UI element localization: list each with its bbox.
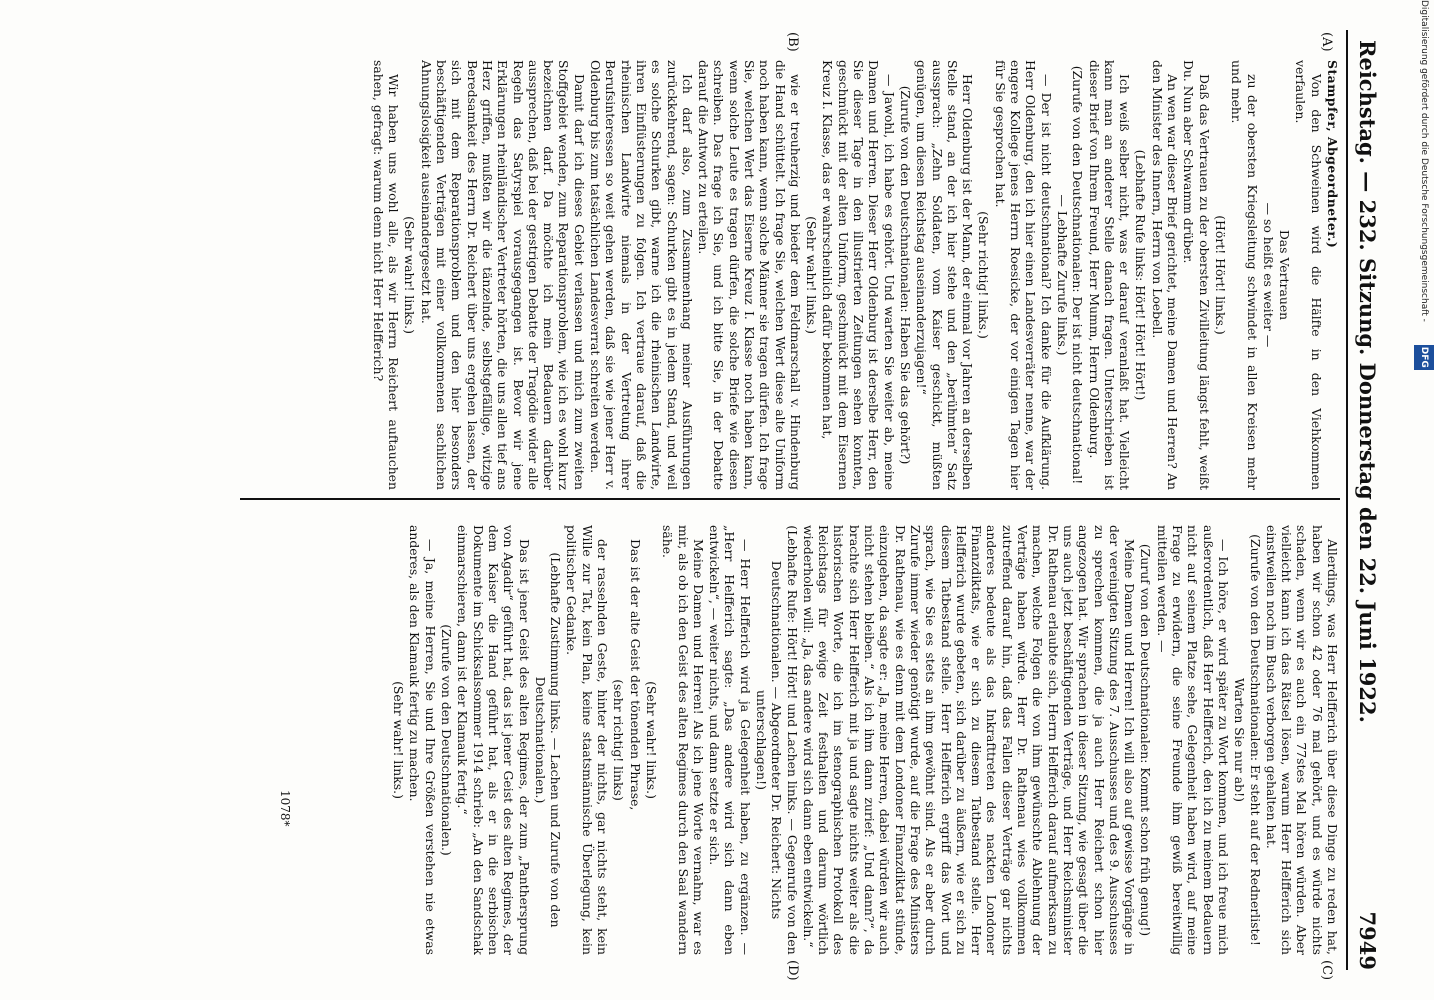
paragraph: Damit darf ich dieses Gebiet verlassen und mich zum zweiten Stoffgebiet wenden, zum Reparationsproblem, wie ich es wohl kurz bezeichnen darf. Da möchte ich mein Bedauern darüber aussprechen, daß bei der gestrigen Debatte der Tragödie wider alle Regeln das Satyrspiel vorausgegangen ist. Bevor wir jene Erklärungen rheinländischer Vertreter hörten, die uns allen tief ans Herz griffen, mußten wir die tänzelnde, selbstgefällige, witzige Beredsamkeit des Herrn Dr. Reichert über uns ergehen lassen, der sich mit dem Reparationsproblem und den hier besonders beschäftigenden Verträgen mit einer vollkommenen sachlichen Ahnungslosigkeit auseinandergesetzt hat. bbox=[418, 60, 587, 490]
paragraph: (sehr richtig! links) bbox=[611, 679, 627, 801]
paragraph: Allerdings, was Herr Helfferich über diese Dinge zu reden hat, haben wir schon 42 oder 76 mal gehört, und es würde nichts schaden, wenn wir es auch ein 77stes Mal hören würden. Aber vielleicht kann ich das Rätsel lösen, warum Herr Helfferich sich einstweilen noch im Busch verborgen gehalten hat. bbox=[1263, 525, 1340, 955]
paragraph: — Ja, meine Herren, Sie und Ihre Größen verstehen nie etwas anderes, als den Klamauk fertig zu machen. bbox=[407, 525, 438, 955]
digitization-sidebar bbox=[1414, 0, 1434, 1000]
paragraph: Meine Damen und Herren! Ich will also auf gewisse Vorgänge in der vereinigten Sitzung des 7. Ausschusses und des 9. Ausschusses zu sprechen kommen, die ja auch Herr Reichert schon hier angezogen hat. Wir sprachen in dieser Sitzung, wie gesagt über die uns auch jetzt beschäftigenden Verträge, und Herr Reichsminister Dr. Rathenau erlaubte sich, Herrn Helfferich darauf aufmerksam zu machen, welche Folgen die von ihm gewünschte Ablehnung der Verträge haben würde. Herr Dr. Rathenau wies vollkommen zutreffend darauf hin, daß das Fallen dieser Verträge gar nichts anderes bedeute als das Inkrafttreten des nackten Londoner Finanzdiktats, wie er sich zu diesem Tatbestand stelle. Herr Helfferich wurde gebeten, sich darüber zu äußern, wie er sich zu diesem Tatbestand stelle. Herr Helfferich ergriff das Wort und sprach, wie Sie es stets an ihm gewöhnt sind. Als er aber durch Zurufe immer wieder genötigt wurde, auf die Frage des Ministers Dr. Rathenau, wie es denn mit dem Londoner Finanzdiktat stünde, einzugehen, da sagte er: „Ja, meine Herren, dabei würden wir auch nicht stehen bleiben.“ Als ich ihm dann zurief: „Und dann?“, da brachte sich Herr Helfferich mit ja und sagte nichts weiter als die historischen Worte, die ich im stenographischen Protokoll des Reichstags für ewige Zeit festhalten und darum wörtlich wiederholen will: „Ja, das andere wird sich dann eben entwickeln.“ bbox=[800, 525, 1138, 955]
paragraph: (Zurufe von den Deutschnationalen.) bbox=[439, 624, 455, 856]
page-header bbox=[1346, 30, 1388, 970]
dfg-logo-icon: DFG bbox=[1414, 345, 1434, 370]
paragraph: Daß das Vertrauen zu der obersten Zivilleitung längst fehlt, weißt Du. Nun aber Schwamm drüber. bbox=[1181, 60, 1212, 490]
paragraph: — Ich höre, er wird später zu Wort kommen, und ich freue mich außerordentlich, daß Herr Helfferich, den ich zu meinem Bedauern nicht auf seinem Platze sehe, Gelegenheit haben wird, auf meine Frage zu erwidern, die seine Freunde ihm gewiß bereitwillig mitteilen werden. — bbox=[1154, 525, 1231, 955]
paragraph: Von den Schweinen wird die Hälfte in den Viehkommen verfaulen. bbox=[1293, 60, 1324, 490]
column-divider bbox=[240, 498, 1340, 500]
paragraph: Das ist jener Geist des alten Regimes, der zum „Panthersprung von Agadir“ geführt hat, das ist jener Geist des alten Regimes, der dem Kaiser die Hand geführt hat, als er in die serbischen Dokumente im Schicksalssommer 1914 schrieb: „An den Sandschak einmarschieren, dann ist der Klamauk fertig.“ bbox=[455, 525, 532, 955]
credit-text: Digitalisierung gefördert durch die Deutsche Forschungsgemeinschaft - bbox=[1419, 0, 1429, 322]
right-column bbox=[240, 525, 1340, 955]
paragraph: — Der ist nicht deutschnational? Ich danke für die Aufklärung. Herr Oldenburg, den ich hier einen Landesverräter nenne, war der engere Kollege jenes Herrn Roesicke, der vor einigen Tagen hier für Sie gesprochen hat. bbox=[992, 60, 1054, 490]
paragraph: (Zuruf von den Deutschnationalen: Kommt schon früh genug!) bbox=[1138, 543, 1154, 937]
paragraph: zu der obersten Kriegsleitung schwindet in allen Kreisen mehr und mehr. bbox=[1229, 60, 1260, 490]
paragraph: (Lebhafte Rufe: Hört! Hört! und Lachen links. — Gegenrufe von den Deutschnationalen. — Abgeordneter Dr. Reichert: Nichts unterschlagen!) bbox=[754, 525, 800, 955]
paragraph: Das Vertrauen bbox=[1277, 229, 1293, 321]
paragraph: Ich weiß selber nicht, was er darauf veranlaßt hat. Vielleicht kann man an anderer Stelle danach fragen. Unterschrieben ist dieser Brief von Ihrem Freund, Herr Mumm, Herrn Oldenburg. bbox=[1086, 60, 1133, 490]
paragraph: Das ist der alte Geist der tönenden Phrase, bbox=[627, 539, 643, 811]
sidebar-credit bbox=[1414, 0, 1434, 1000]
paragraph: (Zurufe von den Deutschnationalen: Er steht auf der Rednerliste! Warten Sie nur ab!) bbox=[1232, 534, 1263, 946]
signature-mark: 1078* bbox=[278, 790, 292, 827]
paragraph: (Hört! Hört! links.) bbox=[1212, 215, 1228, 335]
paragraph: (Sehr wahr! links.) bbox=[391, 681, 407, 799]
paragraph: — so heißt es weiter — bbox=[1260, 202, 1276, 348]
paragraph: (Lebhafte Rufe links: Hört! Hört! Hört!) bbox=[1133, 149, 1149, 401]
page-number: 7949 bbox=[1355, 911, 1380, 970]
paragraph: — Herr Helfferich wird ja Gelegenheit haben, zu ergänzen. — „Herr Helfferich sagte: „Das andere wird sich dann eben entwickeln“, — weiter nichts, und dann setzte er sich. bbox=[707, 525, 753, 955]
paragraph: Stampfer, Abgeordneter.) bbox=[1325, 60, 1340, 249]
paragraph: (Sehr richtig! links.) bbox=[976, 211, 992, 339]
left-column bbox=[240, 60, 1340, 490]
header-title: Reichstag. — 232. Sitzung. Donnerstag den 22. Juni 1922. bbox=[1355, 40, 1380, 723]
paragraph: (Sehr wahr! links.) bbox=[804, 216, 820, 334]
paragraph: Herr Oldenburg ist der Mann, der einmal vor Jahren an derselben Stelle stand, an der ich hier stehe und den „berühmten“ Satz aussprach: „Zehn Soldaten, vom Kaiser geschickt, müßten genügen, um diesen Reichstag auseinanderzujagen!“ bbox=[914, 60, 976, 490]
paragraph: (Lebhafte Zustimmung links. — Lachen und Zurufe von den Deutschnationalen.) bbox=[532, 552, 564, 928]
paragraph: Ich darf also, zum Zusammenhang meiner Ausführungen zurückkehrend, sagen: Schurken gibt es in jedem Stand, und weil es solche Schurken gibt, warne ich die rheinischen Landwirte, ihren Einflüsterungen zu folgen. Ich vertraue darauf, daß die rheinischen Landwirte niemals in der Vertretung ihrer Berufsinteressen so weit gehen werden, daß sie wie jener Herr v. Oldenburg bis zum tatsächlichen Landesverrat schreiten werden. bbox=[588, 60, 695, 490]
margin-marker-c: (C) bbox=[1319, 960, 1334, 981]
paragraph: Wir haben uns wohl alle, als wir Herrn Reichert auftauchen sahen, gefragt: warum denn nicht Herr Helfferich? bbox=[370, 60, 402, 490]
paragraph: (Zurufe von den Deutschnationalen: Haben Sie das gehört?) bbox=[897, 85, 913, 465]
paragraph: (Sehr wahr! links.) bbox=[643, 681, 659, 799]
margin-marker-b: (B) bbox=[785, 32, 800, 52]
paragraph: — Jawohl, ich habe es gehört. Und warten Sie weiter ab, meine Damen und Herren. Dieser Herr Oldenburg ist derselbe Herr, den Sie dieser Tage in den illustrierten Zeitungen sehen konnten, geschmückt mit der alten Uniform, geschmückt mit dem Eisernen Kreuz I. Klasse, das er wahrscheinlich dafür bekommen hat, bbox=[820, 60, 897, 490]
paragraph: wie er treuherzig und bieder dem Feldmarschall v. Hindenburg die Hand schüttelt. Ich frage Sie, welchen Wert diese alte Uniform noch haben kann, wenn solche Männer sie tragen dürfen. Ich frage Sie, welchen Wert das Eiserne Kreuz I. Klasse noch haben kann, wenn solche Leute es tragen dürfen, die solche Briefe wie diesen schreiben. Das frage ich Sie, und ich bitte Sie, in der Debatte darauf die Antwort zu erteilen. bbox=[696, 60, 803, 490]
paragraph: An wen war dieser Brief gerichtet, meine Damen und Herren? An den Minister des Innern, Herrn von Loebell. bbox=[1149, 60, 1181, 490]
scanned-document-page bbox=[20, 0, 1400, 1000]
paragraph: (Sehr wahr! links.) bbox=[402, 216, 418, 334]
margin-marker-a: (A) bbox=[1319, 32, 1334, 52]
paragraph: der rasselnden Geste, hinter der nichts, gar nichts steht, kein Wille zur Tat, kein Plan, keine staatsmännische Überlegung, kein politischer Gedanke. bbox=[564, 525, 611, 955]
margin-marker-d: (D) bbox=[785, 960, 800, 981]
paragraph: (Zurufe von den Deutschnationalen: Der ist nicht deutschnational! — Lebhafte Zurufe links.) bbox=[1054, 65, 1086, 485]
paragraph: Meine Damen und Herren! Als ich jene Worte vernahm, war es mir, als ob ich den Geist des alten Regimes durch den Saal wandern sähe. bbox=[660, 525, 706, 955]
